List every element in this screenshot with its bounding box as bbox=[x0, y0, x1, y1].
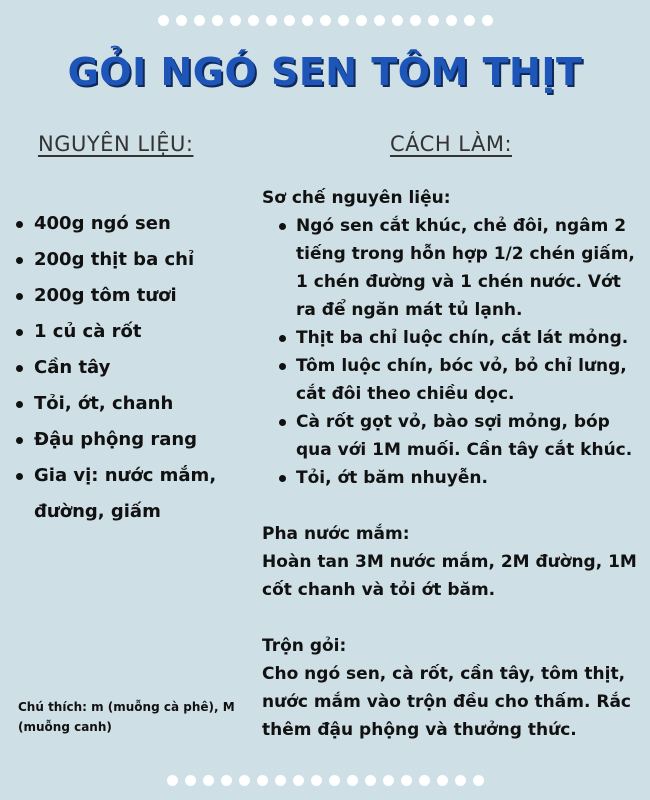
page-title: GỎI NGÓ SEN TÔM THỊT bbox=[67, 50, 583, 94]
prep-step: Ngó sen cắt khúc, chẻ đôi, ngâm 2 tiếng trong hỗn hợp 1/2 chén giấm, 1 chén đường và 1 chén nước. Vớt ra để ngăn mát tủ lạnh. bbox=[276, 212, 646, 324]
sauce-title: Pha nước mắm: bbox=[262, 524, 410, 544]
footnote: Chú thích: m (muỗng cà phê), M (muỗng canh) bbox=[18, 700, 235, 734]
bottom-dot-border bbox=[0, 775, 650, 786]
ingredient-item: 1 củ cà rốt bbox=[14, 314, 254, 350]
ingredient-item: Cần tây bbox=[14, 350, 254, 386]
sauce-text: Hoàn tan 3M nước mắm, 2M đường, 1M cốt chanh và tỏi ớt băm. bbox=[262, 552, 637, 600]
ingredient-item: 200g tôm tươi bbox=[14, 278, 254, 314]
top-dot-border bbox=[0, 15, 650, 26]
ingredients-heading: NGUYÊN LIỆU: bbox=[38, 132, 194, 156]
prep-title: Sơ chế nguyên liệu: bbox=[262, 188, 451, 208]
ingredient-item: Gia vị: nước mắm, đường, giấm bbox=[14, 458, 254, 530]
prep-step: Tôm luộc chín, bóc vỏ, bỏ chỉ lưng, cắt đôi theo chiều dọc. bbox=[276, 352, 646, 408]
prep-step: Cà rốt gọt vỏ, bào sợi mỏng, bóp qua với 1M muối. Cần tây cắt khúc. bbox=[276, 408, 646, 464]
prep-step: Tỏi, ớt băm nhuyễn. bbox=[276, 464, 646, 492]
ingredient-item: Đậu phộng rang bbox=[14, 422, 254, 458]
mix-text: Cho ngó sen, cà rốt, cần tây, tôm thịt, nước mắm vào trộn đều cho thấm. Rắc thêm đậu phộng và thưởng thức. bbox=[262, 664, 631, 740]
ingredient-item: 400g ngó sen bbox=[14, 206, 254, 242]
method-heading: CÁCH LÀM: bbox=[390, 132, 513, 156]
method-section bbox=[262, 184, 646, 744]
ingredient-item: 200g thịt ba chỉ bbox=[14, 242, 254, 278]
mix-title: Trộn gỏi: bbox=[262, 636, 347, 656]
prep-step-list bbox=[276, 212, 646, 492]
ingredient-list bbox=[14, 206, 254, 530]
prep-step: Thịt ba chỉ luộc chín, cắt lát mỏng. bbox=[276, 324, 646, 352]
ingredient-item: Tỏi, ớt, chanh bbox=[14, 386, 254, 422]
